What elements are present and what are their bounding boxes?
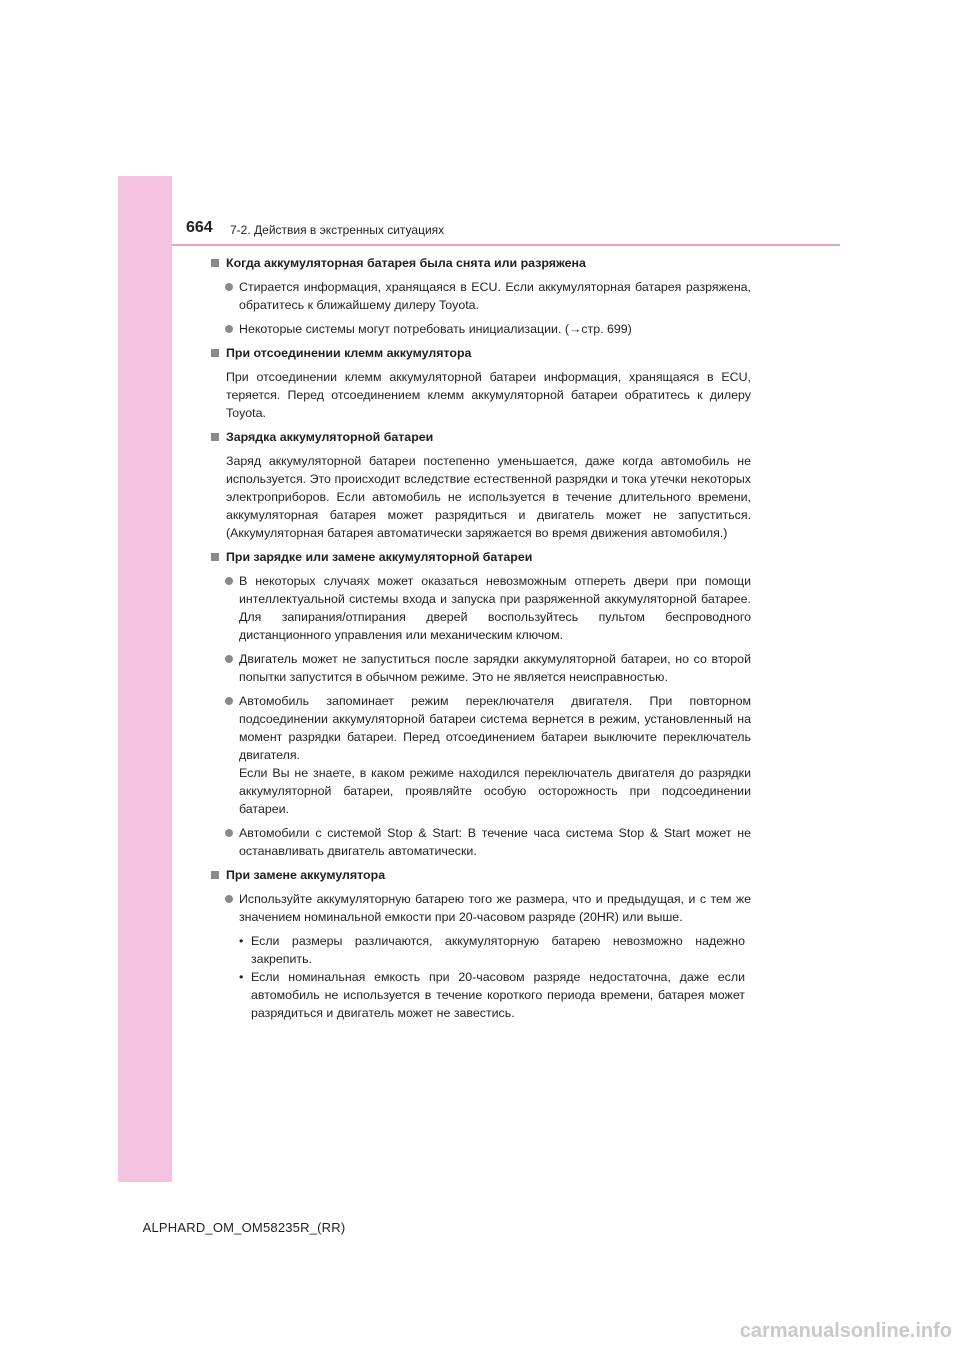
- round-bullet-icon: [225, 655, 233, 663]
- round-bullet-icon: [225, 325, 233, 333]
- section-battery-replacement: [211, 866, 751, 1022]
- document-code: ALPHARD_OM_OM58235R_(RR): [142, 1220, 346, 1235]
- section-paragraph: Заряд аккумуляторной батареи постепенно уменьшается, даже когда автомобиль не используется. Это происходит вследствие естественной разрядки и тока утечки некоторых электроприборов. Если автомобиль не используется в течение длительного времени, аккумуляторная батарея может разрядиться и двигатель может не запуститься. (Аккумуляторная батарея автоматически заряжается во время движения автомобиля.): [226, 454, 751, 540]
- round-bullet-icon: [225, 283, 233, 291]
- section-terminal-disconnect: [211, 344, 751, 422]
- page-content: [211, 254, 751, 1028]
- site-watermark: carmanualsonline.info: [739, 1320, 952, 1342]
- section-heading: Зарядка аккумуляторной батареи: [211, 428, 751, 446]
- section-heading: При замене аккумулятора: [211, 866, 751, 884]
- section-battery-charging: [211, 428, 751, 542]
- section-paragraph: При отсоединении клемм аккумуляторной батареи информация, хранящаяся в ECU, теряется. Перед отсоединением клемм аккумуляторной батареи обратитесь к дилеру Toyota.: [226, 370, 751, 420]
- bullet-item: Некоторые системы могут потребовать инициализации. (→стр. 699): [211, 320, 751, 338]
- page-number: 664: [186, 219, 213, 236]
- sub-item: • Если номинальная емкость при 20-часовом разряде недостаточна, даже если автомобиль не используется в течение короткого периода времени, батарея может разрядиться и двигатель может не завестись.: [239, 970, 745, 1020]
- chapter-title: 7-2. Действия в экстренных ситуациях: [230, 223, 445, 237]
- section-heading: При отсоединении клемм аккумулятора: [211, 344, 751, 362]
- bullet-item: В некоторых случаях может оказаться невозможным отпереть двери при помощи интеллектуальной системы входа и запуска при разряженной аккумуляторной батарее. Для запирания/отпирания дверей воспользуйтесь пультом беспроводного дистанционного управления или механическим ключом.: [211, 572, 751, 644]
- sub-item: • Если размеры различаются, аккумуляторную батарею невозможно надежно закрепить.: [239, 934, 745, 966]
- square-bullet-icon: [211, 553, 219, 561]
- round-bullet-icon: [225, 577, 233, 585]
- square-bullet-icon: [211, 871, 219, 879]
- bullet-item: Стирается информация, хранящаяся в ECU. Если аккумуляторная батарея разряжена, обратитесь к ближайшему дилеру Toyota.: [211, 278, 751, 314]
- section-heading: При зарядке или замене аккумуляторной батареи: [211, 548, 751, 566]
- bullet-item: Автомобиль запоминает режим переключателя двигателя. При повторном подсоединении аккумуляторной батареи система вернется в режим, установленный на момент разрядки батареи. Перед отсоединением батареи выключите переключатель двигателя. Если Вы не знаете, в каком режиме находился переключатель двигателя до разрядки аккумуляторной батареи, проявляйте особую осторожность при подсоединении батареи.: [211, 692, 751, 818]
- round-bullet-icon: [225, 895, 233, 903]
- section-battery-removed: [211, 254, 751, 338]
- square-bullet-icon: [211, 259, 219, 267]
- bullet-continuation: Если Вы не знаете, в каком режиме находился переключатель двигателя до разрядки аккумуляторной батареи, проявляйте особую осторожность при подсоединении батареи.: [239, 766, 751, 816]
- small-bullet-icon: •: [239, 970, 244, 984]
- bullet-item: Автомобили с системой Stop & Start: В течение часа система Stop & Start может не останавливать двигатель автоматически.: [211, 824, 751, 860]
- square-bullet-icon: [211, 433, 219, 441]
- bullet-item: Двигатель может не запуститься после зарядки аккумуляторной батареи, но со второй попытки запустится в обычном режиме. Это не является неисправностью.: [211, 650, 751, 686]
- bullet-item: Используйте аккумуляторную батарею того же размера, что и предыдущая, и с тем же значением номинальной емкости при 20-часовом разряде (20HR) или выше.: [211, 890, 751, 926]
- round-bullet-icon: [225, 829, 233, 837]
- small-bullet-icon: •: [239, 934, 244, 948]
- header-divider: [172, 244, 840, 246]
- section-heading: Когда аккумуляторная батарея была снята или разряжена: [211, 254, 751, 272]
- sidebar-tab: [118, 176, 172, 1182]
- page-header: [186, 216, 842, 244]
- sub-list: [211, 932, 751, 1022]
- round-bullet-icon: [225, 697, 233, 705]
- square-bullet-icon: [211, 349, 219, 357]
- section-charge-or-replace: [211, 548, 751, 860]
